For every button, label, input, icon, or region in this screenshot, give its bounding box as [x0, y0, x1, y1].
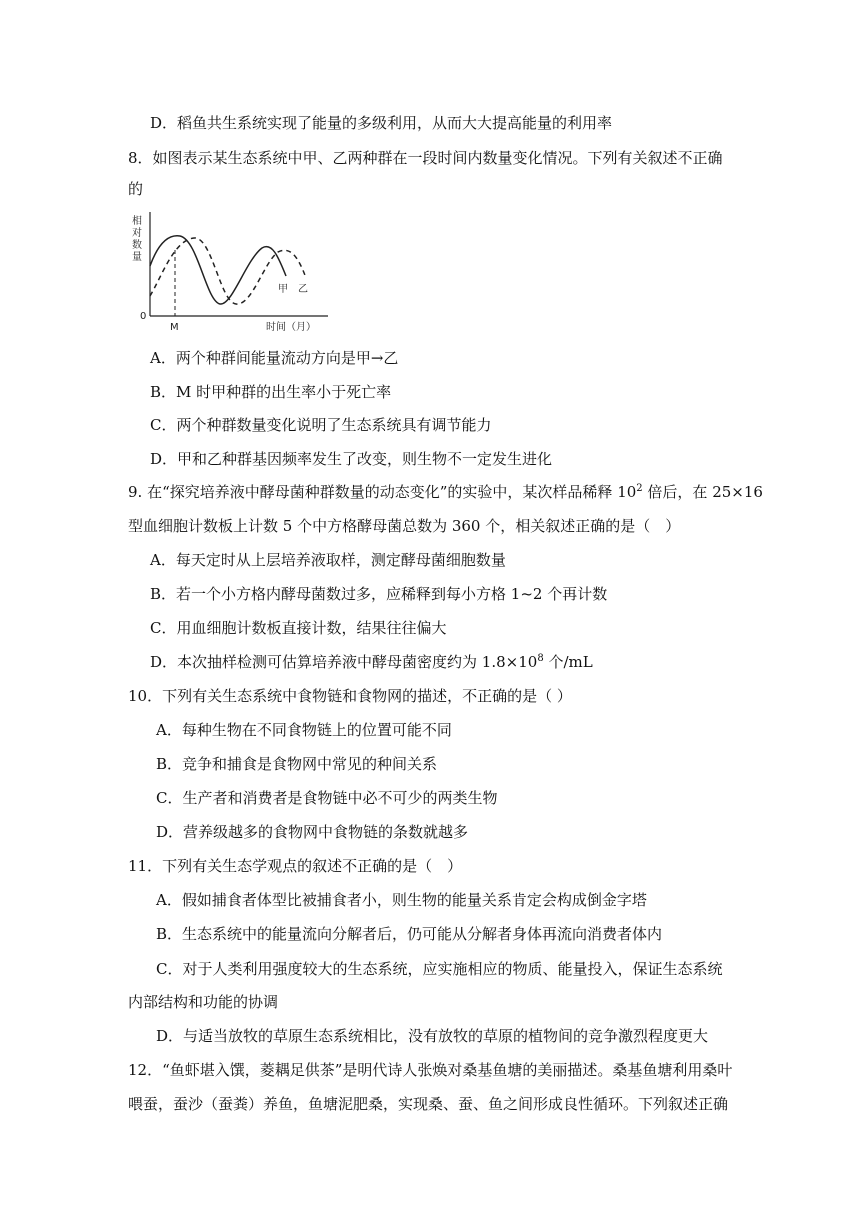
q10-option-c: C．生产者和消费者是食物链中必不可少的两类生物 — [156, 789, 498, 807]
q8-option-c: C．两个种群数量变化说明了生态系统具有调节能力 — [150, 416, 492, 434]
q11-option-b: B．生态系统中的能量流向分解者后，仍可能从分解者身体再流向消费者体内 — [156, 925, 663, 943]
x-axis-label: 时间（月） — [266, 322, 316, 333]
series-yi-label: 乙 — [298, 284, 308, 295]
m-label: M — [170, 322, 179, 333]
q12-stem-line1: 12．“鱼虾堪入馔，菱耦足供茶”是明代诗人张焕对桑基鱼塘的美丽描述。桑基鱼塘利用桑叶 — [128, 1061, 733, 1079]
q8-stem-line2: 的 — [128, 180, 144, 198]
q8-option-d: D．甲和乙种群基因频率发生了改变，则生物不一定发生进化 — [150, 450, 553, 468]
series-jia-curve — [150, 236, 286, 304]
origin-label: 0 — [140, 311, 147, 322]
q8-option-b: B．M 时甲种群的出生率小于死亡率 — [150, 383, 392, 401]
ylabel-char-4: 量 — [132, 252, 142, 263]
q9-option-a: A．每天定时从上层培养液取样，测定酵母菌细胞数量 — [150, 551, 506, 569]
series-jia-label: 甲 — [278, 284, 288, 295]
q9-stem-line1 — [128, 481, 763, 503]
ylabel-char-1: 相 — [132, 216, 142, 227]
q9-stem-text: 9. 在“探究培养液中酵母菌种群数量的动态变化”的实验中，某次样品稀释 10 — [128, 483, 637, 501]
q10-option-d: D．营养级越多的食物网中食物链的条数就越多 — [156, 823, 469, 841]
q9-option-b: B．若一个小方格内酵母菌数过多，应稀释到每小方格 1~2 个再计数 — [150, 585, 608, 603]
ylabel-char-3: 数 — [132, 240, 142, 251]
q9-option-d-unit: 个/mL — [543, 653, 593, 671]
q9-exponent: 2 — [636, 483, 643, 494]
q10-option-a: A．每种生物在不同食物链上的位置可能不同 — [156, 721, 452, 739]
q9-stem-line2: 型血细胞计数板上计数 5 个中方格酵母菌总数为 360 个，相关叙述正确的是（ ） — [128, 517, 681, 535]
q10-option-b: B．竞争和捕食是食物网中常见的种间关系 — [156, 755, 438, 773]
q11-stem: 11．下列有关生态学观点的叙述不正确的是（ ） — [128, 857, 463, 875]
q11-option-c-line1: C．对于人类利用强度较大的生态系统，应实施相应的物质、能量投入，保证生态系统 — [156, 960, 723, 978]
q9-option-d-text: D．本次抽样检测可估算培养液中酵母菌密度约为 1.8×10 — [150, 653, 538, 671]
q11-option-a: A．假如捕食者体型比被捕食者小，则生物的能量关系肯定会构成倒金字塔 — [156, 891, 647, 909]
ylabel-char-2: 对 — [132, 228, 142, 239]
q9-stem-text-end: 倍后，在 25×16 — [642, 483, 763, 501]
q8-stem-line1: 8．如图表示某生态系统中甲、乙两种群在一段时间内数量变化情况。下列有关叙述不正确 — [128, 149, 723, 167]
q9-option-c: C．用血细胞计数板直接计数，结果往往偏大 — [150, 619, 447, 637]
q7-option-d: D．稻鱼共生系统实现了能量的多级利用，从而大大提高能量的利用率 — [150, 114, 613, 132]
q10-stem: 10．下列有关生态系统中食物链和食物网的描述，不正确的是（ ） — [128, 687, 572, 705]
q11-option-d: D．与适当放牧的草原生态系统相比，没有放牧的草原的植物间的竞争激烈程度更大 — [156, 1027, 709, 1045]
q12-stem-line2: 喂蚕，蚕沙（蚕粪）养鱼，鱼塘泥肥桑，实现桑、蚕、鱼之间形成良性循环。下列叙述正确 — [128, 1095, 729, 1113]
q8-option-a: A．两个种群间能量流动方向是甲→乙 — [150, 349, 399, 367]
q9-option-d-exponent: 8 — [537, 653, 544, 664]
q9-option-d — [150, 651, 593, 673]
population-curve-figure — [128, 206, 338, 336]
q11-option-c-line2: 内部结构和功能的协调 — [128, 993, 279, 1011]
